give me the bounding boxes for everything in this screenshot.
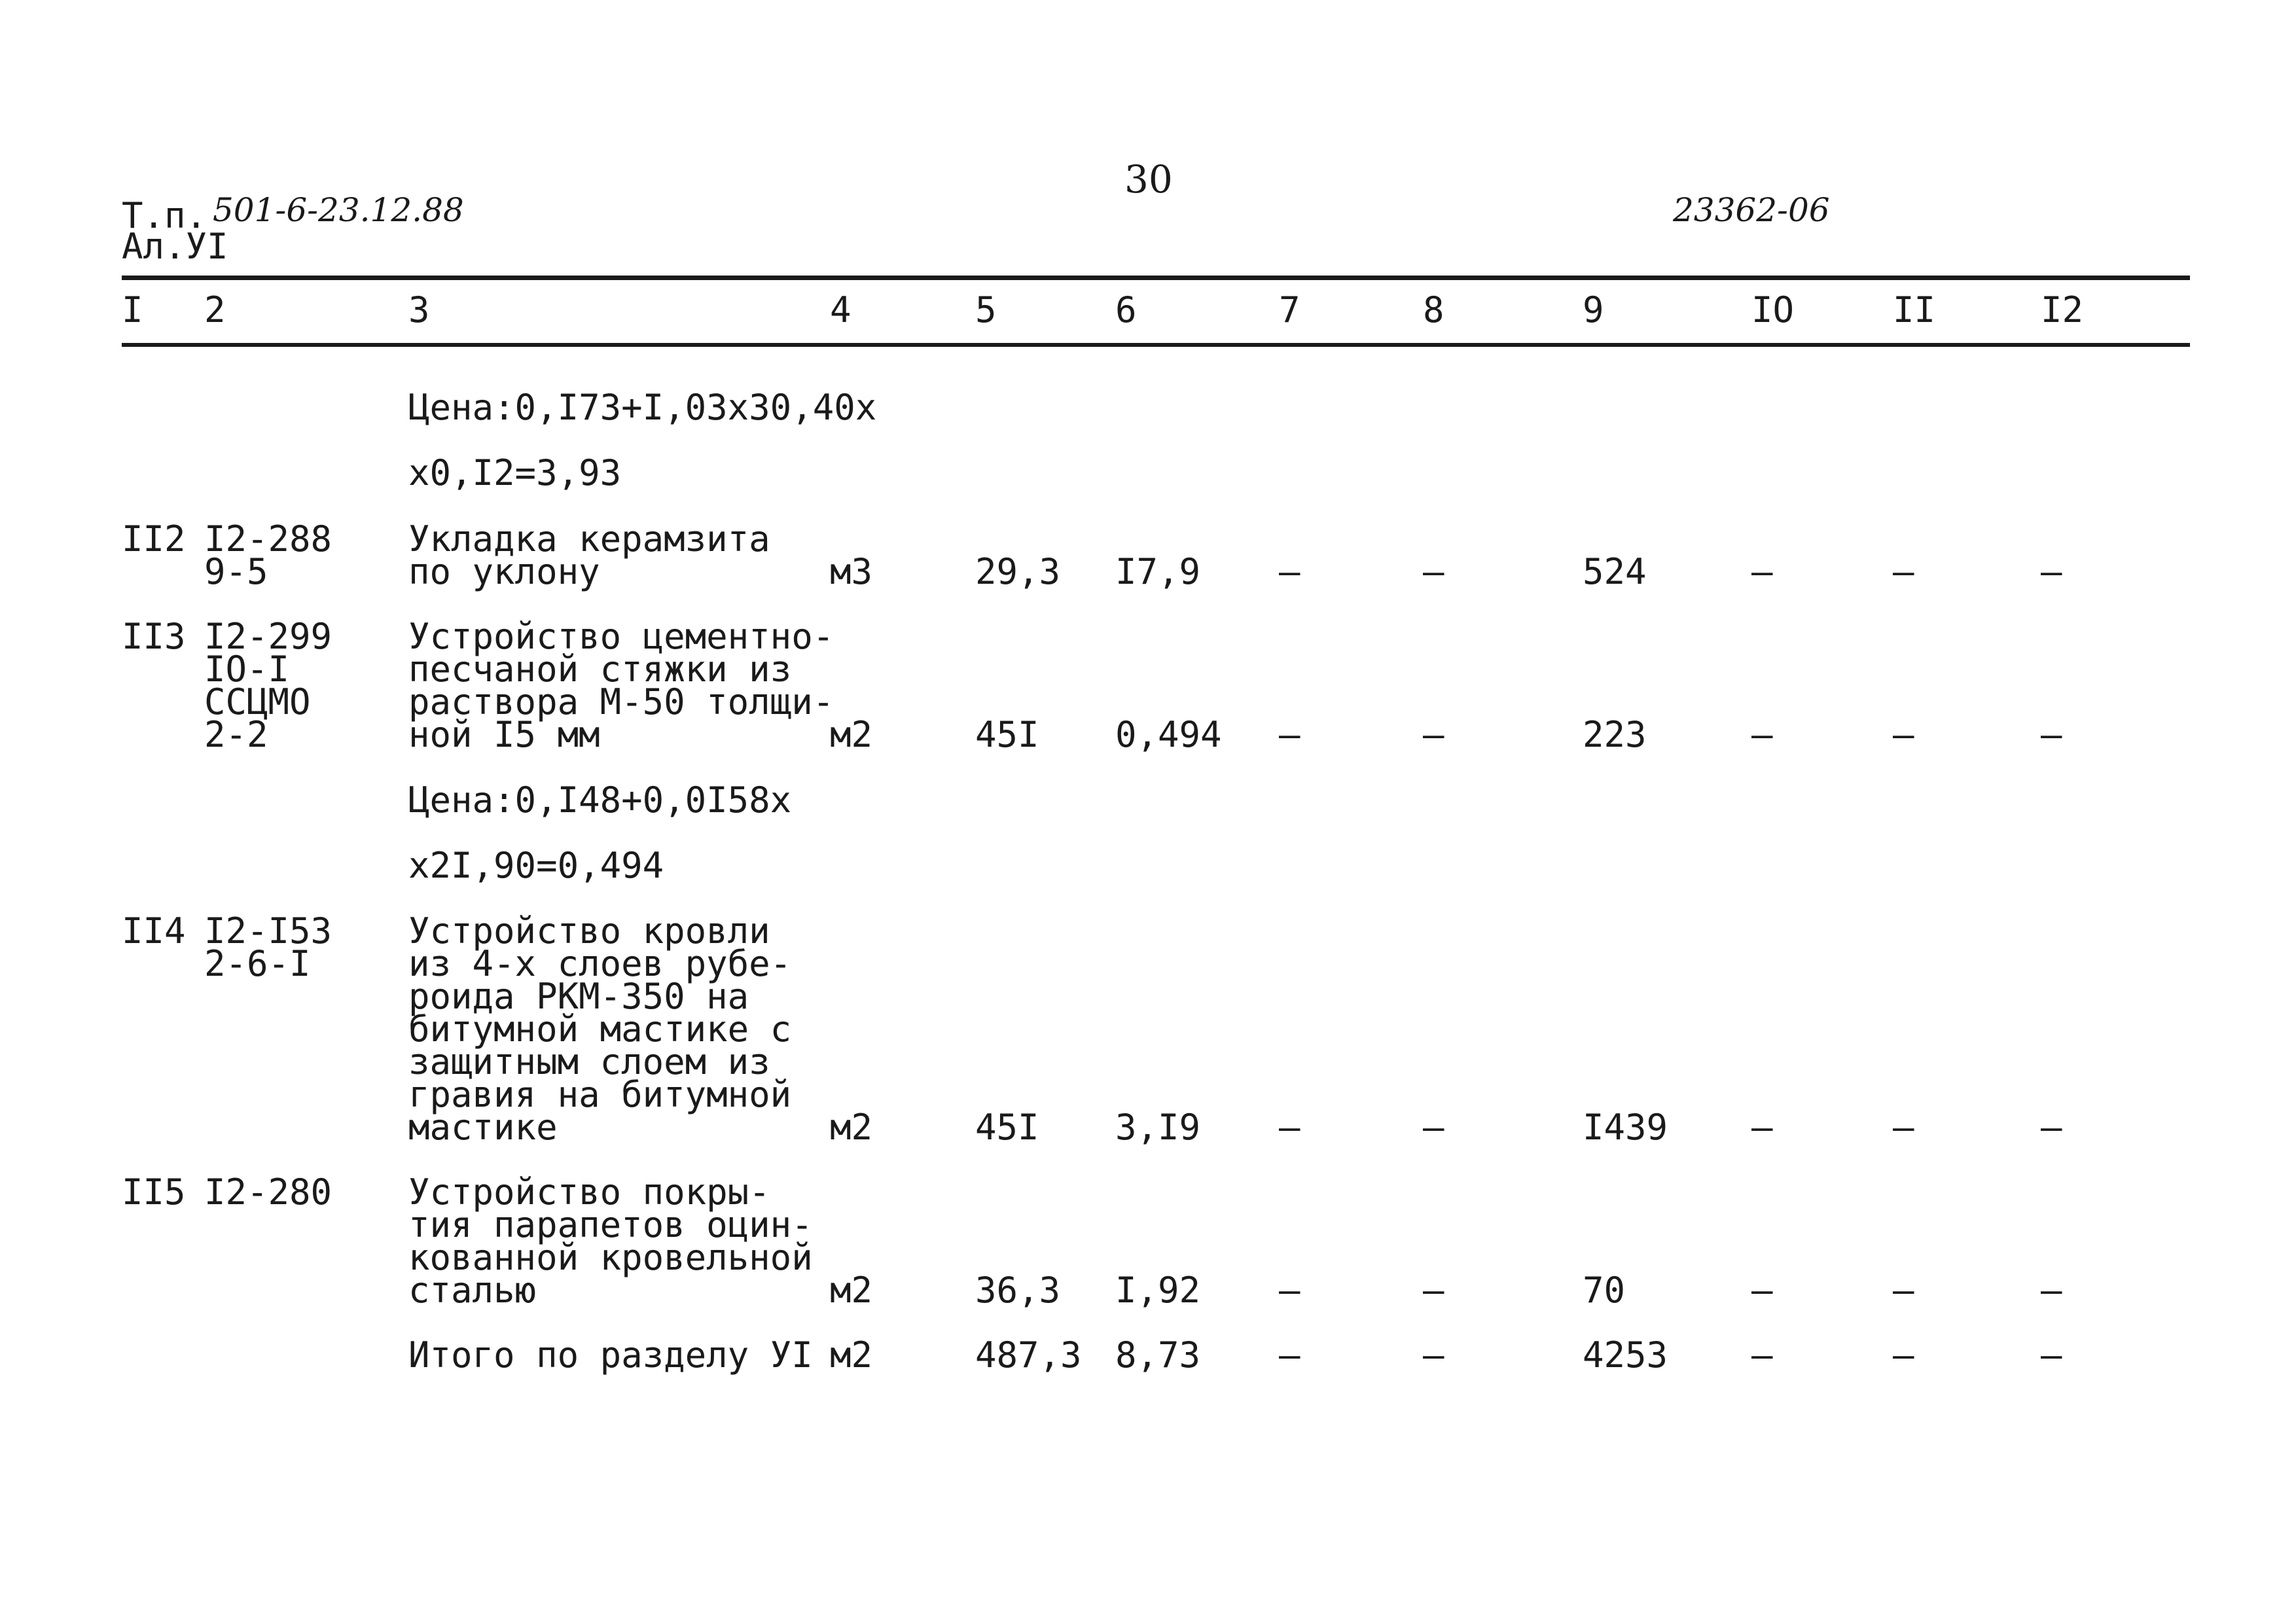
cell-col11: –	[1893, 1334, 1914, 1376]
cell-col11: –	[1893, 714, 1914, 755]
total-cost: 524	[1583, 551, 1647, 592]
column-header: I2	[2041, 289, 2084, 330]
template-label: Т.п.	[122, 195, 207, 236]
norm-code: I2-299 IO-I ССЦМО 2-2	[204, 616, 332, 755]
column-header: 3	[408, 289, 430, 330]
cell-col10: –	[1751, 714, 1773, 755]
total-cost: 223	[1583, 714, 1647, 755]
cell-col7: –	[1279, 1334, 1300, 1376]
quantity: 29,3	[975, 551, 1061, 592]
unit-price: 3,I9	[1115, 1107, 1201, 1148]
column-header: II	[1893, 289, 1936, 330]
cell-col11: –	[1893, 1107, 1914, 1148]
total-cost: 70	[1583, 1270, 1626, 1311]
cell-col12: –	[2041, 1107, 2062, 1148]
cell-col8: –	[1423, 1334, 1444, 1376]
quantity: 45I	[975, 1107, 1039, 1148]
unit: м2	[830, 1270, 873, 1311]
cell-col8: –	[1423, 551, 1444, 592]
quantity: 36,3	[975, 1270, 1061, 1311]
column-header: 7	[1279, 289, 1300, 330]
total-cost: I439	[1583, 1107, 1668, 1148]
column-header: 2	[204, 289, 226, 330]
cell-col8: –	[1423, 1270, 1444, 1311]
cell-col7: –	[1279, 1107, 1300, 1148]
cell-col10: –	[1751, 1107, 1773, 1148]
cell-col10: –	[1751, 1334, 1773, 1376]
cell-col8: –	[1423, 1107, 1444, 1148]
row-number: II5	[122, 1171, 186, 1213]
column-header: 4	[830, 289, 852, 330]
unit-price: 0,494	[1115, 714, 1222, 755]
column-header: 8	[1423, 289, 1444, 330]
work-description: Укладка керамзита по уклону	[408, 518, 770, 592]
total-cost: 4253	[1583, 1334, 1668, 1376]
unit-price: I7,9	[1115, 551, 1201, 592]
quantity: 487,3	[975, 1334, 1082, 1376]
unit: м3	[830, 551, 873, 592]
table-top-rule	[122, 276, 2190, 280]
row-number: II4	[122, 910, 186, 952]
cell-col12: –	[2041, 1270, 2062, 1311]
unit-price: 8,73	[1115, 1334, 1201, 1376]
price-note: Цена:0,I48+0,0I58х	[408, 779, 792, 821]
cell-col7: –	[1279, 1270, 1300, 1311]
row-number: II3	[122, 616, 186, 657]
cell-col10: –	[1751, 551, 1773, 592]
row-number: II2	[122, 518, 186, 560]
cell-col12: –	[2041, 714, 2062, 755]
cell-col12: –	[2041, 551, 2062, 592]
table-header-rule	[122, 343, 2190, 347]
cell-col11: –	[1893, 1270, 1914, 1311]
work-description: Устройство кровли из 4-х слоев рубе- роида РКМ-350 на битумной мастике с защитным слоем из гравия на битумной мастике	[408, 910, 792, 1148]
cell-col7: –	[1279, 714, 1300, 755]
cell-col8: –	[1423, 714, 1444, 755]
cell-col10: –	[1751, 1270, 1773, 1311]
norm-code: I2-288 9-5	[204, 518, 332, 592]
page-number: 30	[1124, 157, 1173, 202]
work-description: Устройство покры- тия парапетов оцин- кованной кровельной сталью	[408, 1171, 813, 1311]
cell-col11: –	[1893, 551, 1914, 592]
unit: м2	[830, 1334, 873, 1376]
quantity: 45I	[975, 714, 1039, 755]
template-number: 501-6-23.12.88	[213, 191, 464, 229]
work-description: Устройство цементно- песчаной стяжки из раствора М-50 толщи- ной I5 мм	[408, 616, 834, 755]
column-header: 9	[1583, 289, 1604, 330]
norm-code: I2-280	[204, 1171, 332, 1213]
price-note: Цена:0,I73+I,03х30,40х	[408, 387, 877, 428]
unit: м2	[830, 714, 873, 755]
column-header: 5	[975, 289, 997, 330]
unit: м2	[830, 1107, 873, 1148]
total-label: Итого по разделу УI	[408, 1334, 813, 1376]
price-note: х2I,90=0,494	[408, 845, 664, 886]
cell-col7: –	[1279, 551, 1300, 592]
document-number: 23362-06	[1673, 191, 1830, 229]
column-header: IO	[1751, 289, 1795, 330]
norm-code: I2-I53 2-6-I	[204, 910, 332, 984]
column-header: 6	[1115, 289, 1137, 330]
cell-col12: –	[2041, 1334, 2062, 1376]
album-label: Ал.УI	[122, 226, 228, 267]
column-header: I	[122, 289, 143, 330]
unit-price: I,92	[1115, 1270, 1201, 1311]
price-note: х0,I2=3,93	[408, 452, 622, 493]
